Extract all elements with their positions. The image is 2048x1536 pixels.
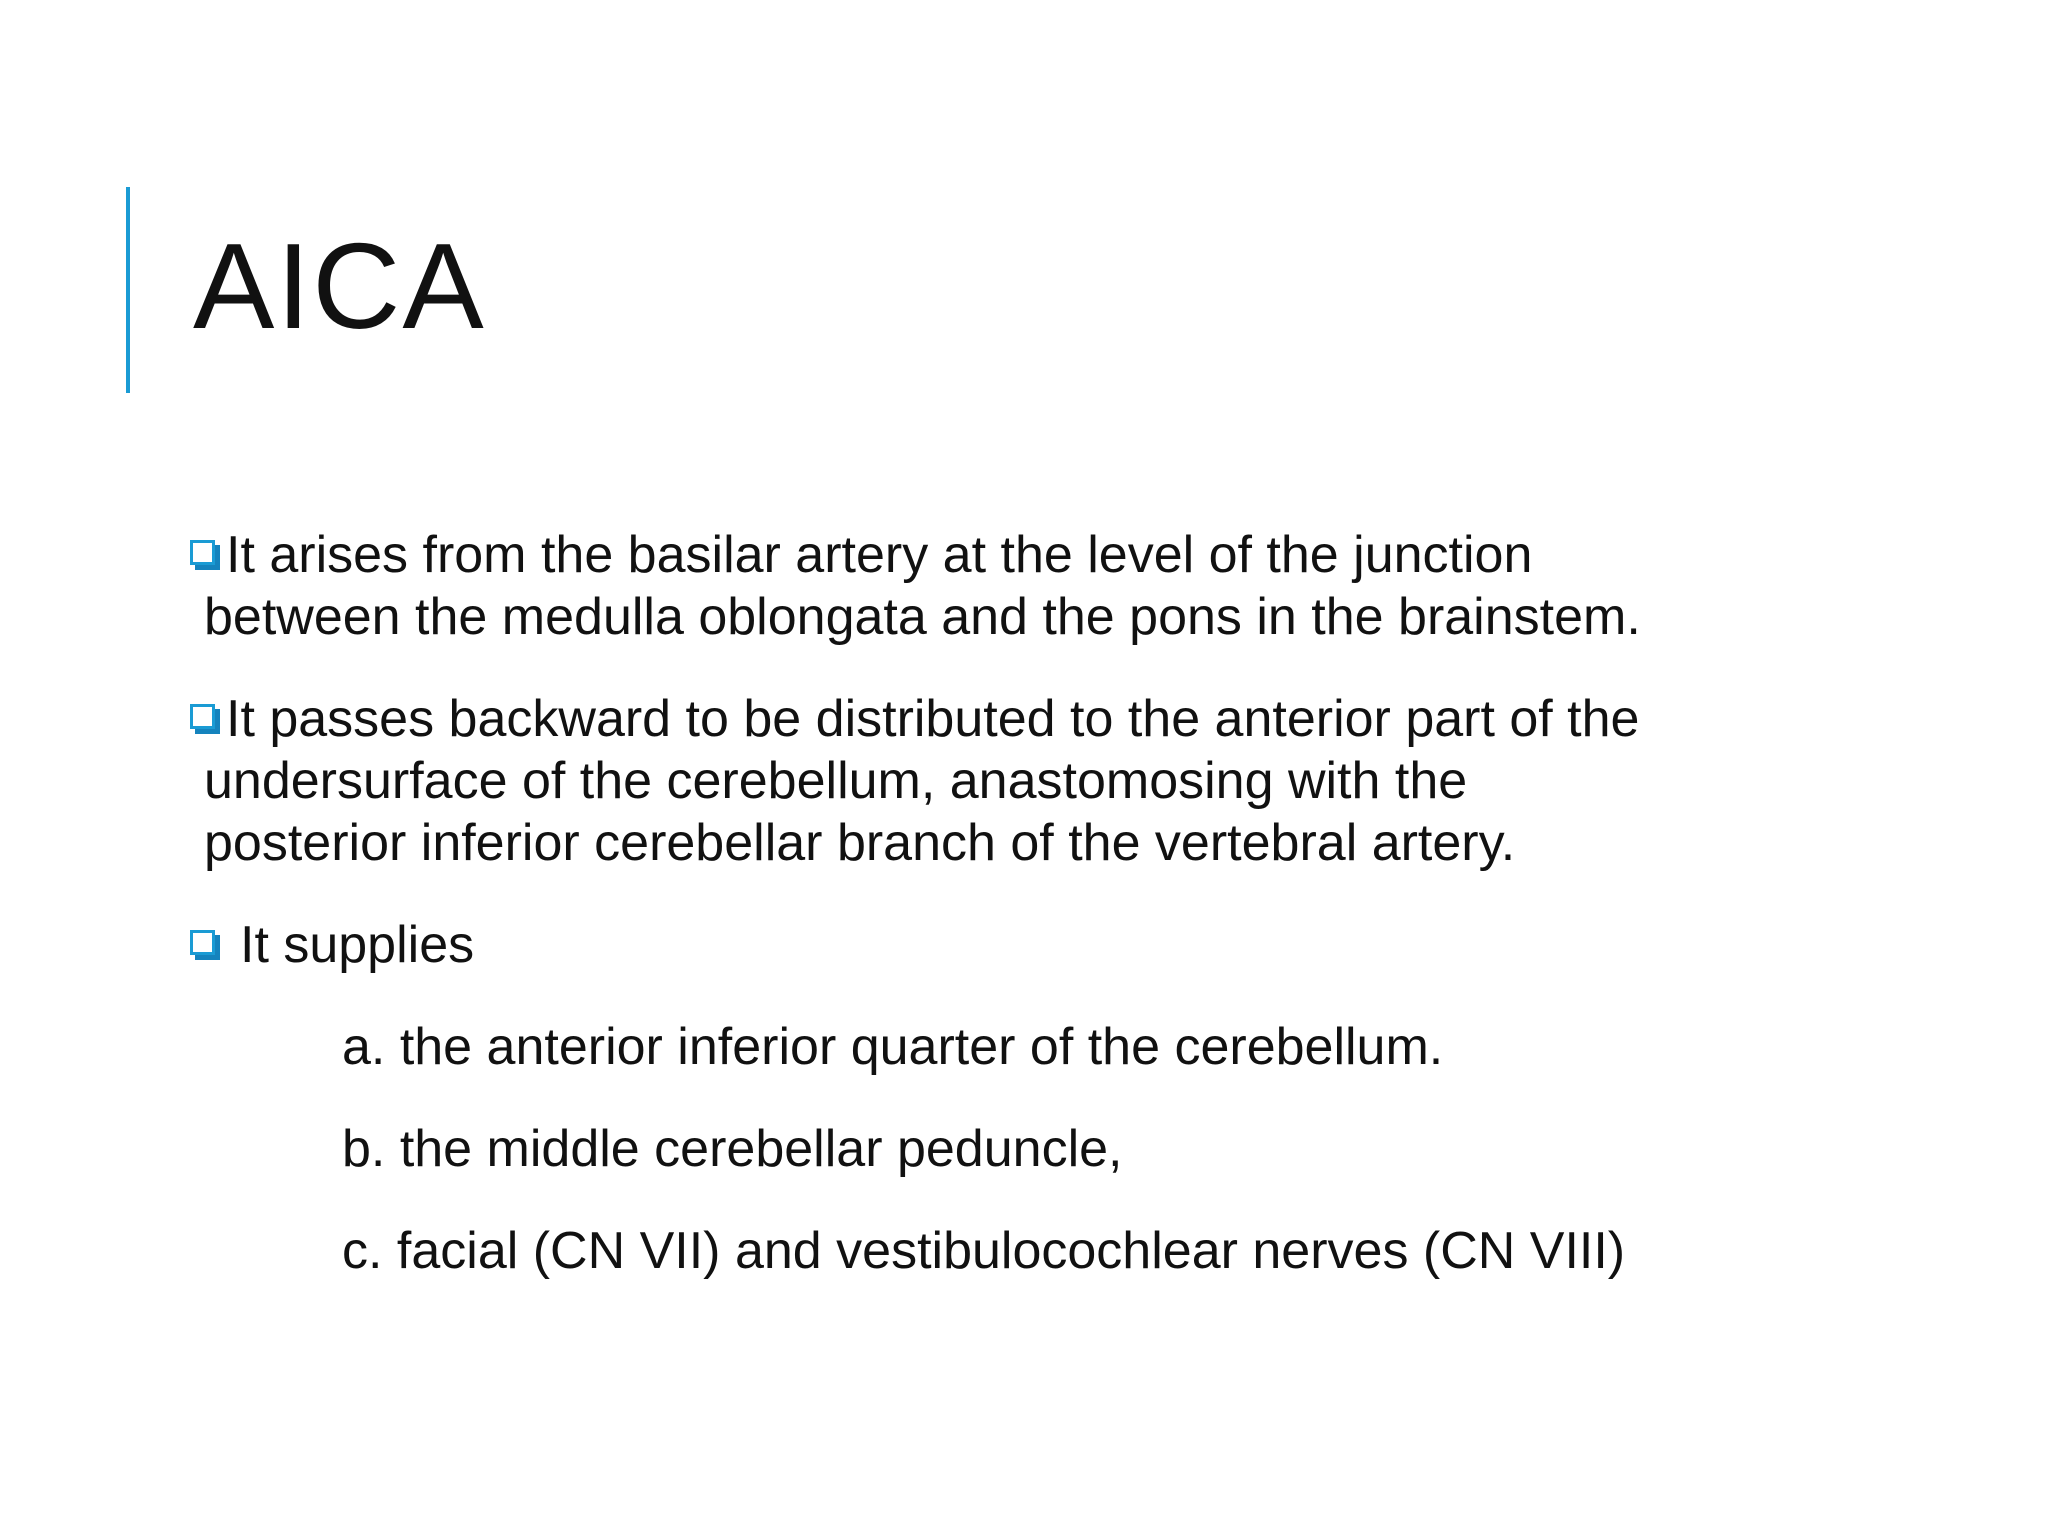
bullet-text: It supplies xyxy=(240,916,475,974)
bullet-line xyxy=(190,688,1890,750)
bullet-list xyxy=(190,524,1890,1016)
bullet-item-origin xyxy=(190,524,1890,648)
supply-sub-list xyxy=(342,1016,1625,1322)
bullet-text: It passes backward to be distributed to the anterior part of the xyxy=(226,690,1640,748)
bullet-line: undersurface of the cerebellum, anastomosing with the xyxy=(204,752,1468,810)
square-checkbox-icon xyxy=(190,930,220,960)
square-checkbox-icon xyxy=(190,704,220,734)
title-accent-bar xyxy=(126,187,130,393)
bullet-item-supplies xyxy=(190,914,1890,976)
bullet-line: between the medulla oblongata and the pons in the brainstem. xyxy=(204,588,1641,646)
bullet-line: posterior inferior cerebellar branch of the vertebral artery. xyxy=(204,814,1516,872)
bullet-line xyxy=(190,524,1890,586)
square-checkbox-icon xyxy=(190,540,220,570)
bullet-text: It arises from the basilar artery at the level of the junction xyxy=(226,526,1533,584)
bullet-item-course xyxy=(190,688,1890,874)
sub-item-c: c. facial (CN VII) and vestibulocochlear nerves (CN VIII) xyxy=(342,1222,1626,1280)
sub-item-a: a. the anterior inferior quarter of the cerebellum. xyxy=(342,1018,1444,1076)
slide-title: AICA xyxy=(193,218,486,354)
sub-item-b: b. the middle cerebellar peduncle, xyxy=(342,1120,1123,1178)
bullet-line xyxy=(190,914,1890,976)
